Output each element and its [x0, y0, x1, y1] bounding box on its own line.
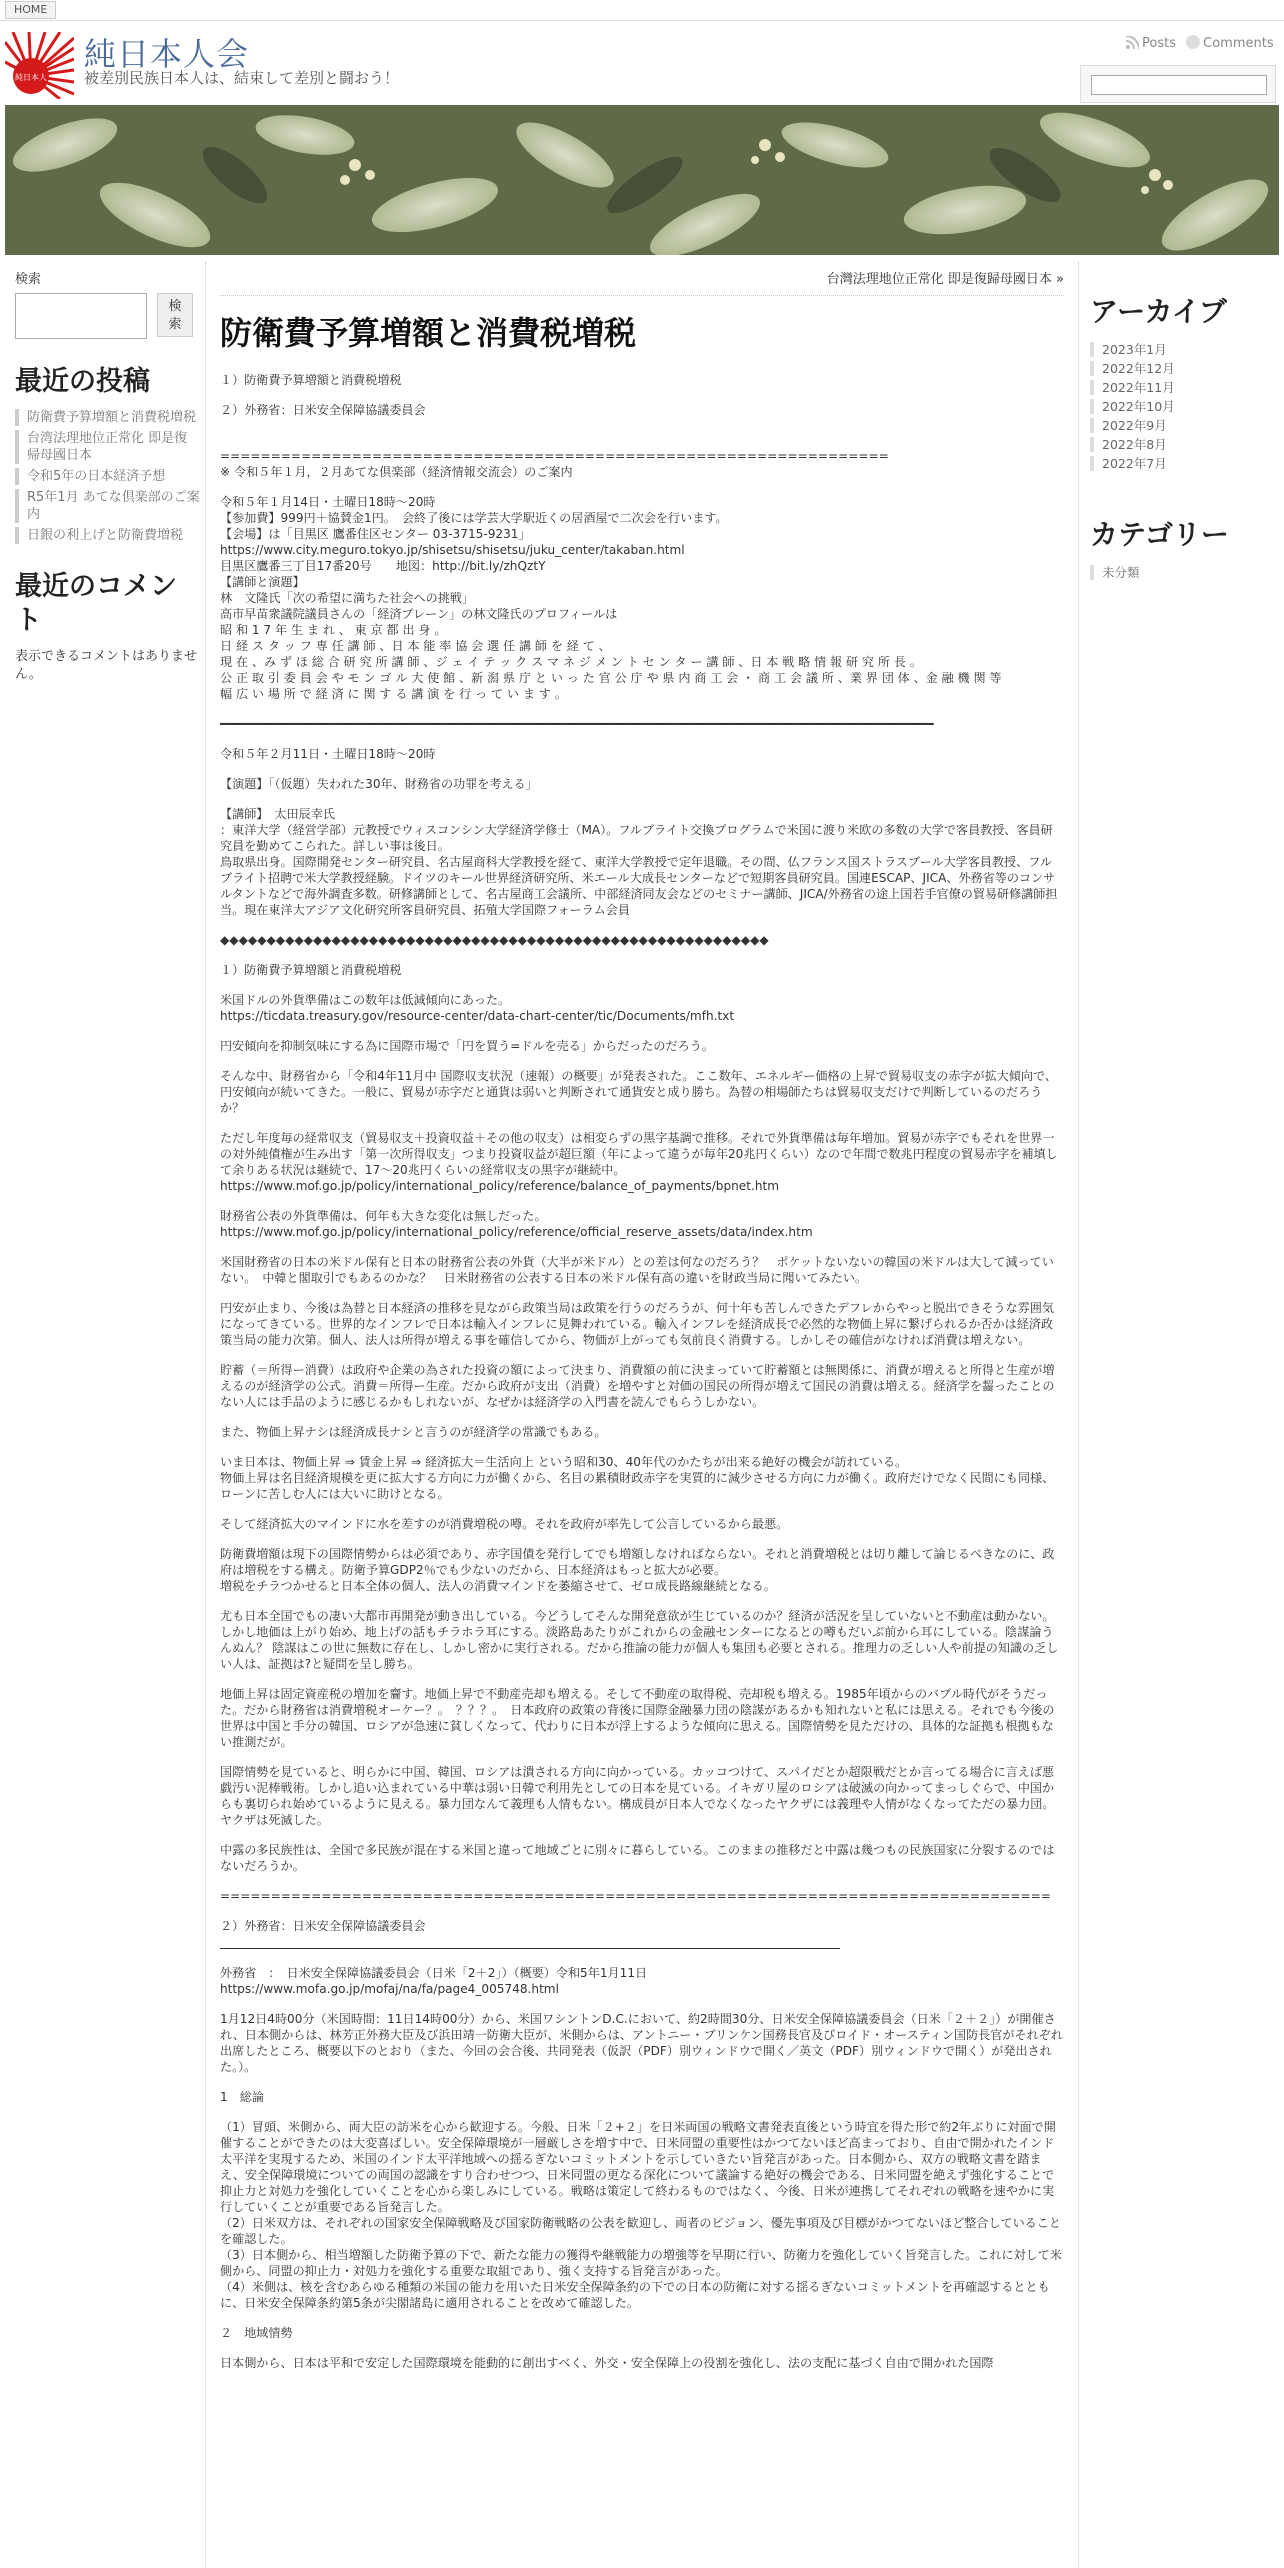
archive-link[interactable]: 2022年10月 — [1090, 399, 1270, 414]
archive-link[interactable]: 2022年7月 — [1090, 456, 1270, 471]
post-paragraph: そんな中、財務省から「令和4年11月中 国際収支状況（速報）の概要」が発表された。ここ数年、エネルギー価格の上昇で貿易収支の赤字が拡大傾向で、円安傾向が続いてきた。一般に、貿易が赤字だと通貨は弱いと判断されて通貨安と成り勝ち。為替の相場師たちは貿易収支だけで判断しているのだろうか？ — [220, 1069, 1057, 1115]
post-paragraph: いま日本は、物価上昇 ⇒ 賃金上昇 ⇒ 経済拡大＝生活向上 という昭和30、40年代のかたちが出来る絶好の機会が訪れている。 物価上昇は名目経済規模を更に拡大する方向に力が働くから、名目の累積財政赤字を実質的に減少させる方向に力が働く。政府だけでなく民間にも同様、ローンに苦しむ人には大いに助けとなる。 — [220, 1455, 1055, 1501]
post-paragraph: 日本側から、日本は平和で安定した国際環境を能動的に創出すべく、外交・安全保障上の役割を強化し、法の支配に基づく自由で開かれた国際 — [220, 2356, 994, 2370]
post-paragraph: 【演題】「（仮題）失われた30年、財務省の功罪を考える」 — [220, 777, 538, 791]
post-body — [220, 372, 1064, 2371]
archive-link[interactable]: 2022年12月 — [1090, 361, 1270, 376]
recent-post-link[interactable]: 防衛費予算増額と消費税増税 — [15, 409, 200, 426]
feed-links — [1120, 35, 1274, 51]
post-paragraph: 防衛費増額は現下の国際情勢からは必須であり、赤字国債を発行してでも増額しなければならない。それと消費増税とは切り離して論じるべきなのに、政府は増税をする構え。防衛予算GDP2％でも少ないのだから、日本経済はもっと拡大が必要。 増税をチラつかせると日本全体の個人、法人の消費マインドを萎縮させて、ゼロ成長路線継続となる。 — [220, 1547, 1055, 1593]
post-paragraph: 外務省 ： 日米安全保障協議委員会（日米「2＋2」）（概要）令和5年1月11日 https://www.mofa.go.jp/mofaj/na/fa/page4_005748.html — [220, 1966, 648, 1996]
post-paragraph: また、物価上昇ナシは経済成長ナシと言うのが経済学の常識でもある。 — [220, 1425, 607, 1439]
site-description: 被差別民族日本人は、結束して差別と闘おう！ — [84, 69, 400, 87]
post-paragraph: 円安傾向を抑制気味にする為に国際市場で「円を買う=ドルを売る」からだったのだろう。 — [220, 1039, 714, 1053]
recent-comments-title: 最近のコメント — [15, 571, 177, 636]
categories-title: カテゴリー — [1090, 518, 1229, 551]
search-label: 検索 — [15, 272, 42, 287]
post-paragraph: ２）外務省：日米安全保障協議委員会 — [220, 1919, 426, 1933]
post-paragraph: 米国ドルの外貨準備はこの数年は低減傾向にあった。 https://ticdata.treasury.gov/resource-center/data-chart-center/tic/Documents/mfh.txt — [220, 993, 735, 1023]
post-paragraph: 地価上昇は固定資産税の増加を齎す。地価上昇で不動産売却も増える。そして不動産の取得税、売却税も増える。1985年頃からのバブル時代がそうだった。だから財務省は消費増税オーケー？。 ？？？。 日本政府の政策の背後に国際金融暴力団の陰謀があるかも知れないと私には思える。それでも今後の世界は中国と手分の韓国、ロシアが急速に貧しくなって、代わりに日本が浮上するような傾向に思える。国際情勢を見ただけの、具体的な証拠も根拠もない推測だが。 — [220, 1687, 1055, 1749]
right-divider — [1078, 262, 1079, 2568]
posts-feed-link[interactable] — [1126, 36, 1180, 51]
archive-link[interactable]: 2022年11月 — [1090, 380, 1270, 395]
search-button[interactable]: 検 索 — [157, 293, 193, 337]
post-paragraph: 1月12日4時00分（米国時間：11日14時00分）から、米国ワシントンD.C.において、約2時間30分、日米安全保障協議委員会（日米「２＋２」）が開催され、日本側からは、林芳正外務大臣及び浜田靖一防衛大臣が、米側からは、アントニー・ブリンケン国務長官及びロイド・オースティン国防長官がそれぞれ出席したところ、概要以下のとおり（また、今回の会合後、共同発表（仮訳（PDF）別ウィンドウで開く／英文（PDF）別ウィンドウで開く）が発出された。）。 — [220, 2012, 1063, 2074]
post-paragraph: 令和５年２月11日・土曜日18時～20時 — [220, 747, 436, 761]
archive-link[interactable]: 2022年9月 — [1090, 418, 1270, 433]
post-paragraph: 円安が止まり、今後は為替と日本経済の推移を見ながら政策当局は政策を行うのだろうが、何十年も苦しんできたデフレからやっと脱出できそうな雰囲気になってきている。世界的なインフレで日本は輸入インフレに見舞われている。輸入インフレを経済成長で必然的な物価上昇に繋げられるか否かは経済政策当局の能力次第。個人、法人は所得が増える事を確信してから、物価が上がっても気前良く消費する。しかしその確信がなければ消費は増えない。 — [220, 1301, 1054, 1347]
post-paragraph: ◆◆◆◆◆◆◆◆◆◆◆◆◆◆◆◆◆◆◆◆◆◆◆◆◆◆◆◆◆◆◆◆◆◆◆◆◆◆◆◆◆◆◆◆◆◆◆◆◆◆◆◆◆◆◆◆◆◆◆ — [220, 933, 769, 947]
top-bar — [0, 0, 1284, 21]
search-input[interactable] — [15, 293, 147, 339]
post-paragraph: 国際情勢を見ていると、明らかに中国、韓国、ロシアは潰される方向に向かっている。カッコつけて、スパイだとか超限戦だとか言ってる場合に言えば悪戯汚い泥棒戦術。しかし追い込まれている中華は弱い日韓で利用先としての日本を見ている。イキガリ屋のロシアは破滅の向かってまっしぐらで、中国からも裏切られ始めているように見える。暴力団なんて義理も人情もない。構成員が日本人でなくなったヤクザには義理や人情がなくなってただの暴力団。ヤクザは死滅した。 — [220, 1765, 1055, 1827]
post-paragraph: 貯蓄（＝所得ー消費）は政府や企業の為された投資の額によって決まり、消費額の前に決まっていて貯蓄額とは無関係に、消費が増えると所得と生産が増えるのが経済学の公式。消費＝所得ー生産。だから政府が支出（消費）を増やすと対価の国民の所得が増えて国民の消費は増える。経済学を齧ったことのない人には手品のように感じるかもしれないが、なぜかは経済学の入門書を読んでもらうしかない。 — [220, 1363, 1055, 1409]
site-title[interactable]: 純日本人会 — [84, 35, 250, 73]
post-title: 防衛費予算増額と消費税増税 — [220, 314, 637, 352]
recent-posts-list — [15, 409, 200, 544]
logo-text: 純日本人 — [15, 73, 47, 82]
post-paragraph: １）防衛費予算増額と消費税増税 — [220, 373, 402, 387]
header-search-input[interactable] — [1091, 75, 1267, 95]
posts-feed-label: Posts — [1142, 36, 1176, 51]
leaves-photo — [5, 105, 1279, 255]
post-paragraph: 中露の多民族性は、全国で多民族が混在する米国と違って地域ごとに別々に暮らしている。このままの推移だと中露は幾つもの民族国家に分裂するのではないだろうか。 — [220, 1843, 1055, 1873]
archive-link[interactable]: 2022年8月 — [1090, 437, 1270, 452]
right-sidebar — [1090, 290, 1270, 622]
post-paragraph: １）防衛費予算増額と消費税増税 — [220, 963, 402, 977]
next-post-link[interactable]: 台灣法理地位正常化 即是復歸母國日本 » — [220, 268, 1064, 296]
post-paragraph: 令和５年１月14日・土曜日18時～20時 【参加費】999円＋協賛金1円。 会終了後には学芸大学駅近くの居酒屋で二次会を行います。 【会場】は「目黒区 鷹番住区センター 03-3715-9231」 https://www.city.meguro.tokyo.jp/shisetsu/shisetsu/juku_center/takaban.html 目黒区鷹番三丁目17番20号 地図：http://bit.ly/zhQztY 【講師と演題】 林 文隆氏「次の希望に満ちた社会への挑戦」 高市早苗衆議院議員さんの「経済ブレーン」の林文隆氏のプロフィールは 昭 和 1 7 年 生 ま れ 、 東 京 都 出 身 。 日 経 ス タ ッ フ 専 任 講 師 、日 本 能 率 協 会 選 任 講 師 を 経 て 、 現 在 、み ず ほ 総 合 研 究 所 講 師 、ジ ェ イ テ ッ ク ス マ ネ ジ メ ン ト セ ン タ ー 講 師 、日 本 戦 略 情 報 研 究 所 長 。 公 正 取 引 委 員 会 や モ ン ゴ ル 大 使 館 、新 潟 県 庁 と い っ た 官 公 庁 や 県 内 商 工 会 ・ 商 工 会 議 所 、業 界 団 体 、金 融 機 関 等 幅 広 い 場 所 で 経 済 に 関 す る 講 演 を 行 っ て い ま す 。 — [220, 495, 1002, 701]
category-link[interactable]: 未分類 — [1090, 565, 1270, 580]
recent-post-link[interactable]: R5年1月 あてな倶楽部のご案内 — [15, 489, 200, 523]
comments-feed-link[interactable] — [1186, 36, 1273, 51]
header-banner-image — [5, 105, 1279, 255]
recent-post-link[interactable]: 日銀の利上げと防衛費増税 — [15, 527, 200, 544]
left-divider — [205, 262, 206, 2568]
post-paragraph: 尤も日本全国でもの凄い大都市再開発が動き出している。今どうしてそんな開発意欲が生じているのか？経済が活況を呈していないと不動産は動かない。しかし地価は上がり始め、地上げの話もチラホラ耳にする。淡路島あたりがこれからの金融センターになるとの噂もだいぶ前から耳にしている。陰謀論うんぬん？ 陰謀はこの世に無数に存在し、しかし密かに実行される。だから推論の能力が個人も集団も必要とされる。推理力の乏しい人や前提の知識の乏しい人は、証拠は?と疑問を呈し勝ち。 — [220, 1609, 1059, 1671]
left-sidebar — [15, 268, 200, 684]
post-paragraph: 1 総論 — [220, 2090, 264, 2104]
header-search — [1080, 65, 1276, 103]
site-header — [0, 21, 1284, 106]
rising-sun-logo[interactable] — [5, 32, 74, 99]
post-paragraph: ただし年度毎の経常収支（貿易収支＋投資収益＋その他の収支）は相変らずの黒字基調で推移。それで外貨準備は毎年増加。貿易が赤字でもそれを世界一の対外純債権が生み出す「第一次所得収支」つまり投資収益が超巨額（年によって違うが毎年20兆円くらい）なので年間で数兆円程度の貿易赤字を補填して余りある状況は継続で、17～20兆円くらいの経常収支の黒字が継続中。 https://www.mof.go.jp/policy/international_policy/reference/balance_of_payments/bpnet.htm — [220, 1131, 1058, 1193]
recent-post-link[interactable]: 令和5年の日本経済予想 — [15, 468, 200, 485]
rss-icon — [1126, 36, 1139, 49]
archive-link[interactable]: 2023年1月 — [1090, 342, 1270, 357]
search-form — [15, 291, 200, 339]
post-paragraph: 米国財務省の日本の米ドル保有と日本の財務省公表の外貨（大半が米ドル）との差は何なのだろう？ ポケットないないの韓国の米ドルは大して減っていない。 中韓と閣取引でもあるのかな？ 日米財務省の公表する日本の米ドル保有高の違いを財政当局に聞いてみたい。 — [220, 1255, 1054, 1285]
comments-feed-label: Comments — [1203, 36, 1274, 51]
recent-post-link[interactable]: 台湾法理地位正常化 即是復帰母國日本 — [15, 430, 200, 464]
post-paragraph: 財務省公表の外貨準備は、何年も大きな変化は無しだった。 https://www.mof.go.jp/policy/international_policy/reference/official_reserve_assets/data/index.htm — [220, 1209, 813, 1239]
post-paragraph: そして経済拡大のマインドに水を差すのが消費増税の噂。それを政府が率先して公言しているから最悪。 — [220, 1517, 789, 1531]
post-paragraph: ━━━━━━━━━━━━━━━━━━━━━━━━━━━━━━━━━━━━━━━━━━━━━━━━━━━━━━━━━━━━━━━━━━━━━━━━━━━━━━━━━━━━━━━━━━━━━━━━━━ — [220, 717, 934, 731]
comment-bubble-icon — [1186, 35, 1200, 49]
horizontal-rule — [220, 1948, 840, 1949]
categories-list — [1090, 565, 1270, 580]
home-link[interactable]: HOME — [5, 1, 56, 19]
no-comments-message: 表示できるコメントはありません。 — [15, 649, 198, 682]
post-paragraph: 【講師】 太田辰幸氏 ：東洋大学（経営学部）元教授でウィスコンシン大学経済学修士（MA）。フルブライト交換プログラムで米国に渡り米欧の多数の大学で客員教授、客員研究員を勤めてこられた。詳しい事は後日。 鳥取県出身。国際開発センター研究員、名古屋商科大学教授を経て、東洋大学教授で定年退職。その間、仏フランス国ストラスブール大学客員教授、フルブライト招聘で米大学教授経験。ドイツのキール世界経済研究所、米エール大成長センターなどで短期客員研究員。国連ESCAP、JICA、外務省等のコンサルタントなどで海外調査多数。研修講師として、名古屋商工会議所、中部経済同友会などのセミナー講師、JICA/外務省の途上国若手官僚の貿易研修講師担当。現在東洋大アジア文化研究所客員研究員、拓殖大学国際フォーラム会員 — [220, 807, 1058, 917]
main-content — [220, 268, 1064, 2385]
archives-list — [1090, 342, 1270, 471]
post-paragraph: （1）冒頭、米側から、両大臣の訪米を心から歓迎する。今般、日米「２+２」を日米両国の戦略文書発表直後という時宜を得た形で約2年ぶりに対面で開催することができたのは大変喜ばしい。安全保障環境が一層厳しさを増す中で、日米同盟の重要性はかつてないほど高まっており、自由で開かれたインド太平洋を実現するため、米国のインド太平洋地域への揺るぎないコミットメントを示していきたい旨発言があった。日本側から、双方の戦略文書を踏まえ、安全保障環境についての両国の認識をすり合わせつつ、日米同盟の更なる深化について議論する絶好の機会である、日米同盟を絶えず強化することで抑止力と対処力を強化していくことを心から楽しみにしている。戦略は策定して終わるものではなく、今後、日米が連携してそれぞれの戦略を速やかに実行していくことが重要である旨発言した。 （2）日米双方は、それぞれの国家安全保障戦略及び国家防衛戦略の公表を歓迎し、両者のビジョン、優先事項及び目標がかつてないほど整合していることを確認した。 （3）日本側から、相当増額した防衛予算の下で、新たな能力の獲得や継戦能力の増強等を早期に行い、防衛力を強化していく旨発言した。これに対して米側から、同盟の抑止力・対処力を強化する重要な取組であり、強く支持する旨発言があった。 （4）米側は、核を含むあらゆる種類の米国の能力を用いた日米安全保障条約の下での日本の防衛に対する揺るぎないコミットメントを再確認するとともに、日米安全保障条約第5条が尖閣諸島に適用されることを改めて確認した。 — [220, 2120, 1062, 2310]
post-paragraph: ================================================================== ※ 令和５年１月，２月あてな倶楽部（経済情報交流会）のご案内 — [220, 449, 889, 479]
post-paragraph: ================================================================================== — [220, 1889, 1051, 1903]
recent-posts-title: 最近の投稿 — [15, 366, 150, 397]
post-paragraph: ２ 地域情勢 — [220, 2326, 293, 2340]
post-paragraph: ２）外務省：日米安全保障協議委員会 — [220, 403, 426, 417]
archives-title: アーカイブ — [1090, 295, 1227, 328]
